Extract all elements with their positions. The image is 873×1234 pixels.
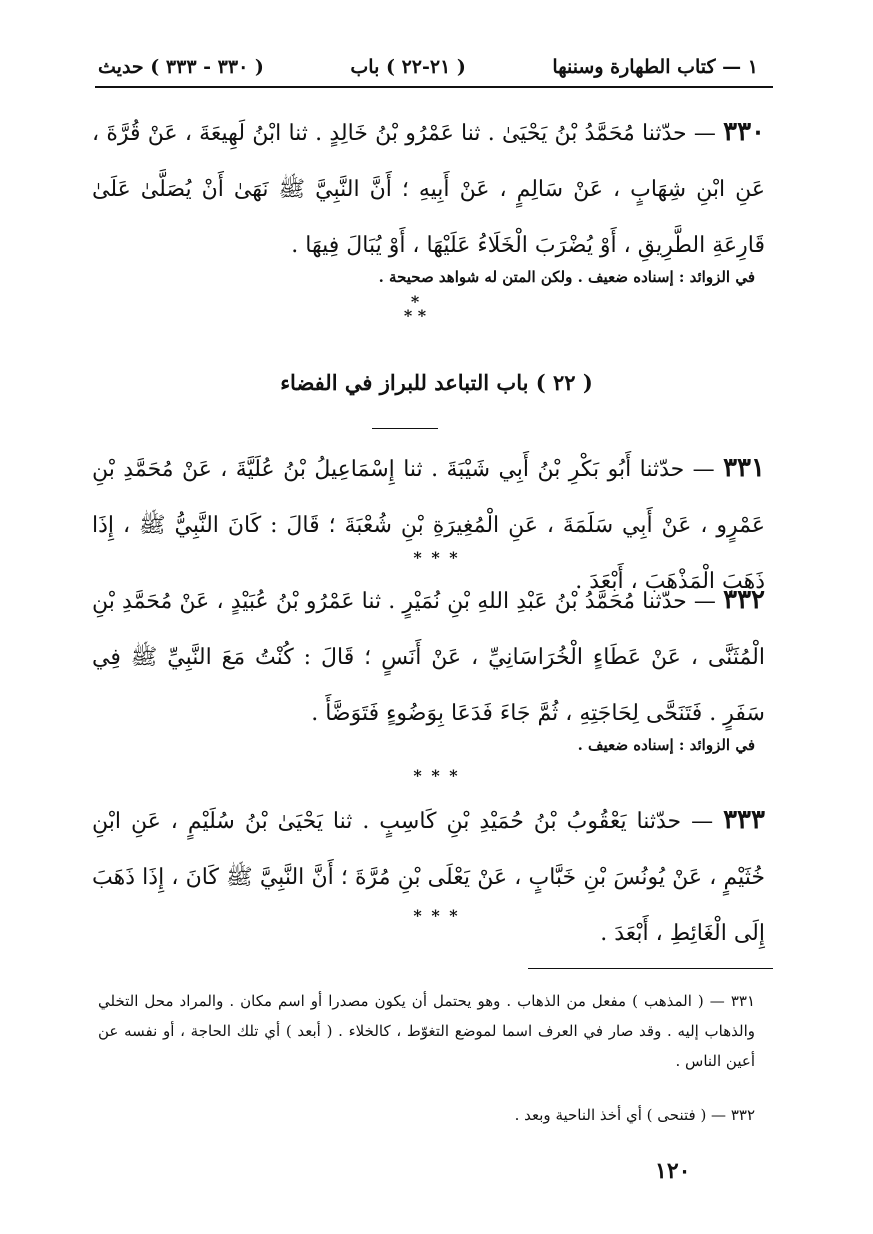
chapter-title: ( ٢٢ ) باب التباعد للبراز في الفضاء: [280, 370, 593, 395]
header-chapter-range: ( ٢١-٢٢ ) باب: [350, 56, 466, 78]
hadith-number: ٣٣٠: [723, 117, 766, 147]
hadith-number: ٣٣١: [723, 453, 765, 483]
hadith-text: — حدّثنا يَعْقُوبُ بْنُ حُمَيْدِ بْنِ كَاسِبٍ . ثنا يَحْيَىٰ بْنُ سُلَيْمٍ ، عَنِ ابْنِ خُثَيْمٍ ، عَنْ يُونُسَ بْنِ خَبَّابٍ ، عَنْ يَعْلَى بْنِ مُرَّةَ ؛ أَنَّ النَّبِيَّ ﷺ كَانَ ، إِذَا ذَهَبَ إِلَى الْغَائِطِ ، أَبْعَدَ .: [92, 809, 765, 946]
zawaid-note-332: في الزوائد : إسناده ضعيف .: [577, 736, 755, 754]
header-book-title: ١ — كتاب الطهارة وسننها: [552, 56, 758, 78]
separator-stars: * * *: [413, 766, 460, 785]
hadith-332: [92, 572, 765, 742]
zawaid-note-330: في الزوائد : إسناده ضعيف . ولكن المتن له شواهد صحيحة .: [378, 268, 755, 286]
header-rule: [95, 86, 773, 88]
footnote-rule: [528, 968, 773, 969]
hadith-text: — حدّثنا أَبُو بَكْرِ بْنُ أَبِي شَيْبَةَ . ثنا إِسْمَاعِيلُ بْنُ عُلَيَّةَ ، عَنْ مُحَمَّدِ بْنِ عَمْرٍو ، عَنْ أَبِي سَلَمَةَ ، عَنِ الْمُغِيرَةِ بْنِ شُعْبَةَ ؛ قَالَ : كَانَ النَّبِيُّ ﷺ ، إِذَا ذَهَبَ الْمَذْهَبَ ، أَبْعَدَ .: [92, 457, 765, 594]
separator-stars-bottom: * *: [403, 306, 427, 325]
hadith-330: [92, 104, 765, 274]
running-header: [98, 50, 758, 84]
separator-stars-top: *: [410, 292, 420, 311]
page-number: ١٢٠: [655, 1158, 691, 1184]
hadith-number: ٣٣٣: [723, 805, 765, 835]
hadith-text: — حدّثنا مُحَمَّدُ بْنُ يَحْيَىٰ . ثنا عَمْرُو بْنُ خَالِدٍ . ثنا ابْنُ لَهِيعَةَ ، عَنْ قُرَّةَ ، عَنِ ابْنِ شِهَابٍ ، عَنْ سَالِمٍ ، عَنْ أَبِيهِ ؛ أَنَّ النَّبِيَّ ﷺ نَهَىٰ أَنْ يُصَلَّىٰ عَلَىٰ قَارِعَةِ الطَّرِيقِ ، أَوْ يُضْرَبَ الْخَلَاءُ عَلَيْهَا ، أَوْ يُبَالَ فِيهَا .: [92, 121, 765, 258]
chapter-rule: [372, 428, 438, 429]
header-hadith-range: ( ٣٣٠ - ٣٣٣ ) حديث: [98, 56, 264, 78]
hadith-text: — حدّثنا مُحَمَّدُ بْنُ عَبْدِ اللهِ بْنِ نُمَيْرٍ . ثنا عَمْرُو بْنُ عُبَيْدٍ ، عَنْ مُحَمَّدِ بْنِ الْمُثَنَّى ، عَنْ عَطَاءٍ الْخُرَاسَانِيِّ ، عَنْ أَنَسٍ ؛ قَالَ : كُنْتُ مَعَ النَّبِيِّ ﷺ فِي سَفَرٍ . فَتَنَحَّى لِحَاجَتِهِ ، ثُمَّ جَاءَ فَدَعَا بِوَضُوءٍ فَتَوَضَّأَ .: [92, 589, 765, 726]
separator-stars: * * *: [413, 548, 460, 567]
footnote-331: ٣٣١ — ( المذهب ) مفعل من الذهاب . وهو يحتمل أن يكون مصدرا أو اسم مكان . والمراد محل التخلي والذهاب إليه . وقد صار في العرف اسما لموضع التغوّط ، كالخلاء . ( أبعد ) أي تلك الحاجة ، أو نفسه عن أعين الناس .: [98, 992, 755, 1070]
hadith-number: ٣٣٢: [723, 585, 766, 615]
hadith-333: [92, 792, 765, 962]
separator-stars: * * *: [413, 906, 460, 925]
footnote-332: ٣٣٢ — ( فتنحى ) أي أخذ الناحية وبعد .: [514, 1106, 755, 1124]
